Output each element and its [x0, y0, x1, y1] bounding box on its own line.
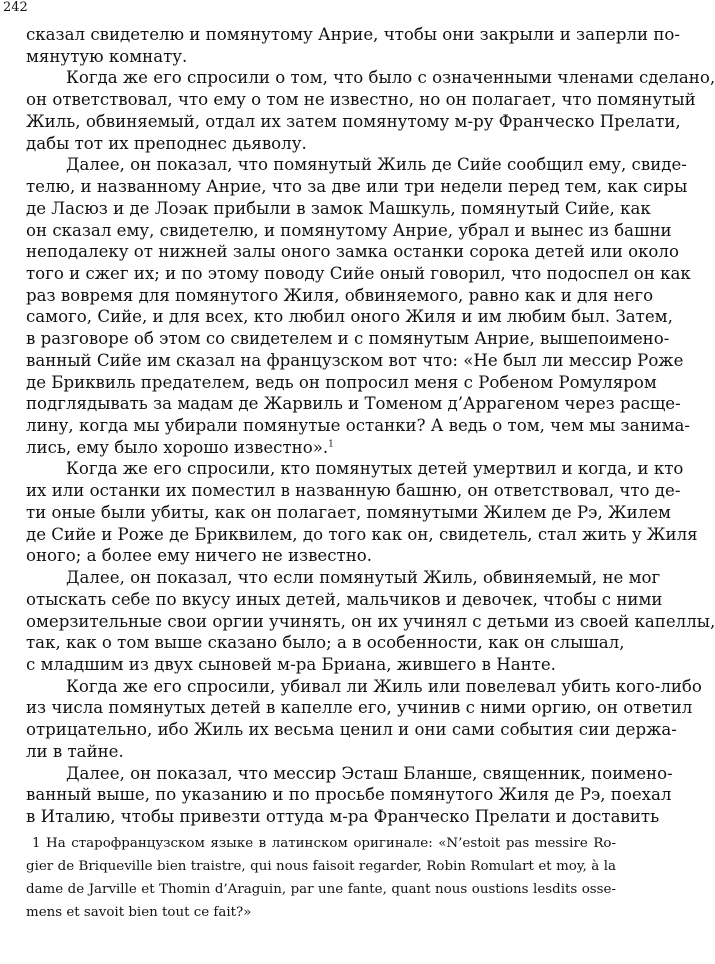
text-line: ванный Сийе им сказал на французском вот что: «Не был ли мессир Роже — [26, 350, 684, 370]
text-line: де Ласюз и де Лоэак прибыли в замок Машкуль, помянутый Сийе, как — [26, 198, 651, 218]
footnote-line: dame de Jarville et Thomin d’Araguin, par une fante, quant nous oustions lesdits osse- — [26, 882, 616, 897]
text-line: мянутую комнату. — [26, 46, 188, 66]
text-line: лину, когда мы убирали помянутые останки? А ведь о том, чем мы занима- — [26, 416, 691, 435]
text-line: неподалеку от нижней залы оного замка останки сорока детей или около — [26, 242, 679, 262]
paragraph-first-line: Далее, он показал, что помянутый Жиль де Сийе сообщил ему, свиде- — [66, 155, 687, 175]
text-line: ли в тайне. — [26, 741, 124, 761]
text-line-content: лись, ему было хорошо известно». — [26, 437, 329, 457]
text-line: отрицательно, ибо Жиль их весьма ценил и они сами события сии держа- — [26, 720, 677, 740]
text-line: Жиль, обвиняемый, отдал их затем помянутому м-ру Франческо Прелати, — [26, 111, 681, 131]
text-line: самого, Сийе, и для всех, кто любил оного Жиля и им любим был. Затем, — [26, 307, 673, 327]
text-line: сказал свидетелю и помянутому Анрие, чтобы они закрыли и заперли по- — [26, 25, 681, 44]
paragraph-first-line: Когда же его спросили о том, что было с означенными членами сделано, — [66, 68, 715, 88]
footnote-line: mens et savoit bien tout ce fait?» — [26, 905, 252, 920]
footnote-line: 1 На старофранцузском языке в латинском оригинале: «N’estoit pas messire Ro- — [32, 836, 616, 851]
paragraph-first-line: Далее, он показал, что если помянутый Жиль, обвиняемый, не мог — [66, 568, 661, 588]
text-line: де Бриквиль предателем, ведь он попросил меня с Робеном Ромуляром — [26, 372, 657, 392]
text-line — [26, 437, 616, 459]
text-line: из числа помянутых детей в капелле его, учинив с ними оргию, он ответил — [26, 698, 693, 718]
text-line: дабы тот их преподнес дьяволу. — [26, 133, 307, 153]
footnote-marker: 1 — [328, 439, 334, 450]
text-line: так, как о том выше сказано было; а в особенности, как он слышал, — [26, 633, 625, 653]
paragraph-first-line: Далее, он показал, что мессир Эсташ Бланше, священник, поимено- — [66, 763, 673, 783]
text-line: он сказал ему, свидетелю, и помянутому Анрие, убрал и вынес из башни — [26, 220, 672, 240]
text-line: раз вовремя для помянутого Жиля, обвиняемого, равно как и для него — [26, 285, 654, 305]
text-line: их или останки их поместил в названную башню, он ответствовал, что де- — [26, 481, 681, 501]
page-number: 242 — [3, 0, 28, 15]
paragraph-first-line: Когда же его спросили, убивал ли Жиль или повелевал убить кого-либо — [66, 676, 702, 696]
footnote-line: gier de Briqueville bien traistre, qui nous faisoit regarder, Robin Romulart et moy, à la — [26, 859, 616, 874]
text-line: омерзительные свои оргии учинять, он их учинял с детьми из своей капеллы, — [26, 611, 715, 631]
text-line: в разговоре об этом со свидетелем и с помянутым Анрие, вышепоимено- — [26, 329, 670, 349]
text-line: ванный выше, по указанию и по просьбе помянутого Жиля де Рэ, поехал — [26, 785, 672, 805]
text-line: в Италию, чтобы привезти оттуда м-ра Франческо Прелати и доставить — [26, 807, 660, 826]
text-line: отыскать себе по вкусу иных детей, мальчиков и девочек, чтобы с ними — [26, 589, 663, 609]
text-line: он ответствовал, что ему о том не известно, но он полагает, что помянутый — [26, 90, 696, 110]
text-line: оного; а более ему ничего не известно. — [26, 546, 373, 566]
text-line: де Сийе и Роже де Бриквилем, до того как он, свидетель, стал жить у Жиля — [26, 524, 698, 544]
text-line: телю, и названному Анрие, что за две или три недели перед тем, как сиры — [26, 177, 688, 197]
text-line: того и сжег их; и по этому поводу Сийе оный говорил, что подоспел он как — [26, 263, 691, 283]
text-line: с младшим из двух сыновей м-ра Бриана, жившего в Нанте. — [26, 654, 556, 674]
text-line: ти оные были убиты, как он полагает, помянутыми Жилем де Рэ, Жилем — [26, 502, 671, 522]
text-line: подглядывать за мадам де Жарвиль и Томеном д’Аррагеном через расще- — [26, 394, 681, 414]
paragraph-first-line: Когда же его спросили, кто помянутых детей умертвил и когда, и кто — [66, 459, 684, 479]
